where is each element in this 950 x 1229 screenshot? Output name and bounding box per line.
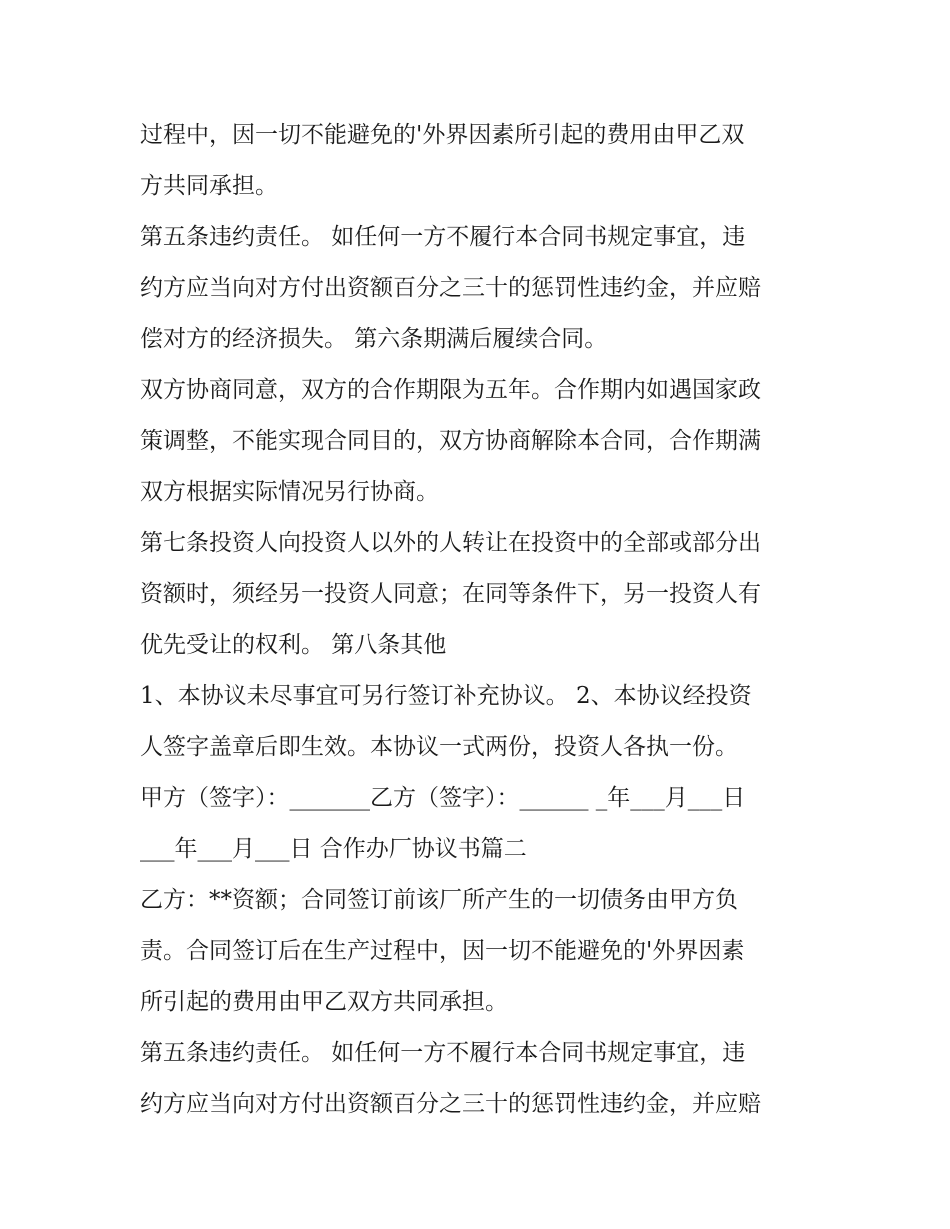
text-line: 责。合同签订后在生产过程中，因一切不能避免的'外界因素: [140, 938, 745, 964]
date-heading-line: ___年___月___日 合作办厂协议书篇二: [140, 836, 527, 862]
text-line: 偿对方的经济损失。 第六条期满后履续合同。: [140, 326, 608, 352]
text-line: 过程中，因一切不能避免的'外界因素所引起的费用由甲乙双: [140, 122, 745, 148]
text-line: 所引起的费用由甲乙双方共同承担。: [140, 989, 508, 1015]
text-line: 资额时，须经另一投资人同意；在同等条件下，另一投资人有: [140, 581, 761, 607]
document-body: [140, 110, 820, 1130]
signature-line: 甲方（签字）：_______乙方（签字）：______ _年___月___日: [140, 785, 746, 811]
text-line: 1、本协议未尽事宜可另行签订补充协议。 2、本协议经投资: [140, 683, 752, 709]
text-line: 优先受让的权利。 第八条其他: [140, 632, 447, 658]
text-line: 方共同承担。: [140, 173, 278, 199]
text-line: 第七条投资人向投资人以外的人转让在投资中的全部或部分出: [140, 530, 761, 556]
text-line: 乙方：**资额；合同签订前该厂所产生的一切债务由甲方负: [140, 887, 738, 913]
text-line: 双方根据实际情况另行协商。: [140, 479, 439, 505]
text-line: 第五条违约责任。 如任何一方不履行本合同书规定事宜，违: [140, 224, 746, 250]
text-line: 人签字盖章后即生效。本协议一式两份，投资人各执一份。: [140, 734, 738, 760]
text-line: 双方协商同意，双方的合作期限为五年。合作期内如遇国家政: [140, 377, 761, 403]
text-line: 策调整，不能实现合同目的，双方协商解除本合同，合作期满: [140, 428, 761, 454]
text-line: 约方应当向对方付出资额百分之三十的惩罚性违约金，并应赔: [140, 1091, 761, 1117]
text-line: 第五条违约责任。 如任何一方不履行本合同书规定事宜，违: [140, 1040, 746, 1066]
text-line: 约方应当向对方付出资额百分之三十的惩罚性违约金，并应赔: [140, 275, 761, 301]
